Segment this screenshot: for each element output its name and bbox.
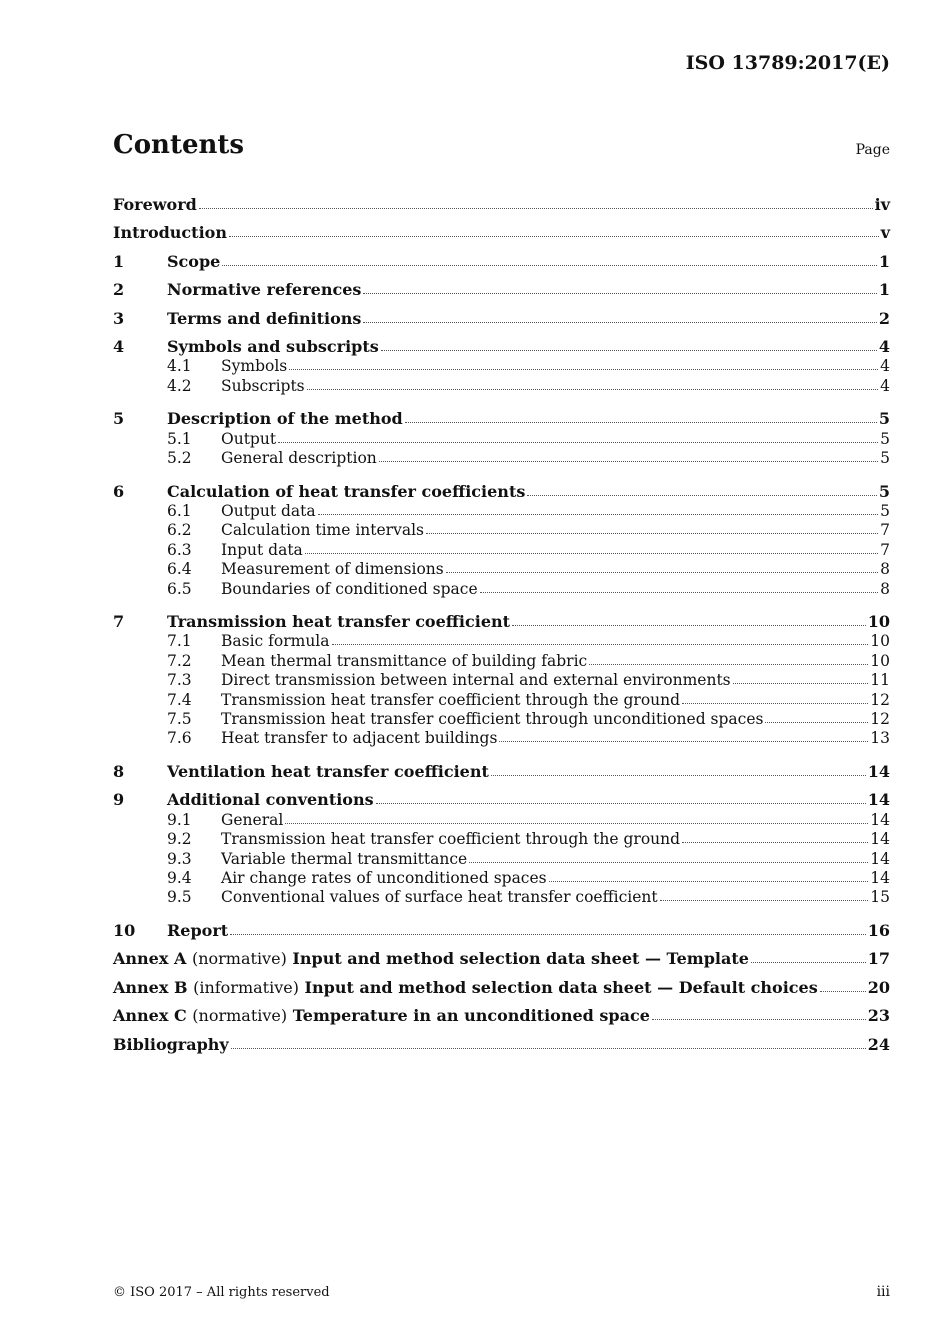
annex-title: Input and method selection data sheet — Template	[292, 949, 749, 969]
toc-entry[interactable]	[113, 968, 890, 997]
dot-leader	[332, 644, 869, 645]
toc-entry-title: Calculation of heat transfer coefficients	[167, 481, 526, 501]
toc-entry-title: Air change rates of unconditioned spaces	[221, 868, 547, 887]
toc-entry-title: Mean thermal transmittance of building fabric	[221, 651, 588, 670]
toc-page-number: 2	[878, 308, 890, 328]
toc-entry-number: 7.6	[167, 729, 192, 748]
dot-leader	[446, 572, 878, 573]
dot-leader	[318, 514, 879, 515]
dot-leader	[820, 991, 866, 992]
toc-page-number: 10	[870, 651, 890, 670]
toc-entry-title: Measurement of dimensions	[221, 560, 444, 579]
dot-leader	[376, 803, 866, 804]
toc-page-number: 11	[870, 671, 890, 690]
dot-leader	[363, 322, 876, 323]
toc-page-number: 14	[870, 810, 890, 829]
toc-subentry[interactable]	[113, 375, 890, 394]
toc-page-number: 16	[867, 920, 890, 940]
toc-page-number: 5	[880, 429, 890, 448]
toc-page-number: 14	[870, 868, 890, 887]
toc-entry-title: Basic formula	[221, 632, 330, 651]
toc-page-number: 8	[880, 579, 890, 598]
toc-annex-title	[113, 1006, 650, 1025]
toc-page-number: 4	[878, 337, 890, 356]
toc-entry-title: Input data	[221, 540, 303, 559]
toc-entry-number: 6.1	[167, 501, 192, 520]
toc-page-number: 12	[870, 709, 890, 728]
toc-subentry[interactable]	[113, 670, 890, 689]
toc-entry[interactable]	[113, 185, 890, 214]
toc-entry-title: Normative references	[167, 280, 362, 299]
toc-entry-title: Symbols	[221, 357, 288, 376]
toc-entry-number: 6.3	[167, 540, 192, 559]
annex-label: Annex A	[113, 949, 187, 969]
dot-leader	[222, 265, 877, 266]
toc-entry-title: Output data	[221, 501, 316, 520]
toc-subentry[interactable]	[113, 631, 890, 650]
dot-leader	[199, 208, 873, 209]
toc-entry[interactable]	[113, 940, 890, 969]
dot-leader	[305, 553, 878, 554]
toc-entry-number: 4.1	[167, 357, 192, 376]
toc-subentry[interactable]	[113, 501, 890, 520]
toc-entry-title: Ventilation heat transfer coefficient	[167, 761, 489, 781]
dot-leader	[527, 495, 877, 496]
table-of-contents	[113, 185, 890, 1054]
toc-subentry[interactable]	[113, 887, 890, 906]
toc-entry-title: Foreword	[113, 194, 197, 214]
dot-leader	[660, 900, 869, 901]
toc-entry-number: 9.5	[167, 888, 192, 907]
toc-page-number: 17	[867, 949, 890, 969]
toc-page-number: 10	[867, 612, 890, 632]
toc-entry-number: 6.2	[167, 521, 192, 540]
toc-subentry[interactable]	[113, 650, 890, 669]
toc-entry[interactable]	[113, 997, 890, 1026]
toc-page-number: 23	[867, 1006, 890, 1026]
dot-leader	[682, 842, 868, 843]
dot-leader	[733, 683, 869, 684]
toc-entry[interactable]	[113, 299, 890, 328]
toc-subentry[interactable]	[113, 356, 890, 375]
toc-entry-title: Description of the method	[167, 409, 403, 429]
toc-entry[interactable]	[113, 781, 890, 810]
toc-entry-number: 9.1	[167, 810, 192, 829]
toc-subentry[interactable]	[113, 448, 890, 467]
toc-entry-number: 5.2	[167, 449, 192, 468]
toc-entry-title: Subscripts	[221, 376, 305, 395]
toc-entry-title: General description	[221, 449, 377, 468]
dot-leader	[549, 881, 869, 882]
annex-label: Annex C	[113, 1006, 187, 1026]
toc-entry-title: Symbols and subscripts	[167, 337, 379, 356]
toc-entry-number: 5	[113, 409, 125, 429]
annex-label: Annex B	[113, 977, 188, 997]
dot-leader	[405, 422, 877, 423]
toc-entry-title: Boundaries of conditioned space	[221, 579, 478, 598]
toc-subentry[interactable]	[113, 578, 890, 597]
toc-subentry[interactable]	[113, 848, 890, 867]
toc-page-number: v	[880, 223, 890, 242]
document-id: ISO 13789:2017(E)	[685, 52, 890, 74]
annex-title: Temperature in an unconditioned space	[292, 1006, 650, 1026]
page-number: iii	[876, 1284, 890, 1300]
toc-entry-title: Additional conventions	[167, 790, 374, 810]
toc-subentry[interactable]	[113, 868, 890, 887]
dot-leader	[491, 775, 866, 776]
dot-leader	[230, 934, 866, 935]
toc-entry-number: 5.1	[167, 429, 192, 448]
toc-entry-title: Conventional values of surface heat transfer coefficient	[221, 888, 658, 907]
toc-entry-number: 6.4	[167, 560, 192, 579]
page-column-label: Page	[855, 142, 890, 158]
toc-page-number: 10	[870, 632, 890, 651]
toc-entry-title: Heat transfer to adjacent buildings	[221, 729, 498, 748]
toc-entry-number: 9.4	[167, 868, 192, 887]
toc-entry-title: Direct transmission between internal and external environments	[221, 671, 731, 690]
toc-entry-number: 7.2	[167, 651, 192, 670]
annex-type: (informative)	[193, 977, 299, 997]
toc-entry-number: 9.3	[167, 849, 192, 868]
dot-leader	[289, 369, 878, 370]
toc-entry-title: Scope	[167, 251, 221, 271]
contents-heading: Contents	[113, 130, 245, 160]
toc-subentry[interactable]	[113, 520, 890, 539]
toc-entry[interactable]	[113, 328, 890, 357]
dot-leader	[285, 823, 868, 824]
toc-page-number: 5	[878, 409, 890, 429]
toc-entry-title: Transmission heat transfer coefficient through the ground	[221, 830, 681, 849]
toc-page-number: 4	[880, 357, 890, 376]
toc-entry-title: Output	[221, 429, 277, 448]
toc-page-number: 14	[867, 790, 890, 810]
toc-page-number: 5	[880, 501, 890, 520]
toc-entry-title: Transmission heat transfer coefficient	[167, 612, 511, 632]
dot-leader	[512, 625, 866, 626]
annex-type: (normative)	[191, 949, 287, 969]
toc-entry-number: 7.5	[167, 709, 192, 728]
dot-leader	[231, 1048, 866, 1049]
toc-entry-number: 6.5	[167, 579, 192, 598]
toc-page-number: 12	[870, 690, 890, 709]
toc-entry-number: 7.1	[167, 632, 192, 651]
toc-page-number: iv	[874, 194, 890, 214]
toc-annex-title	[113, 949, 749, 968]
dot-leader	[229, 236, 879, 237]
toc-annex-title	[113, 978, 818, 997]
toc-entry[interactable]	[113, 214, 890, 243]
toc-entry-number: 6	[113, 481, 125, 501]
toc-page-number: 8	[880, 560, 890, 579]
toc-subentry[interactable]	[113, 809, 890, 828]
dot-leader	[381, 350, 877, 351]
toc-entry-number: 2	[113, 280, 125, 299]
toc-page-number: 14	[870, 830, 890, 849]
toc-entry-title: Variable thermal transmittance	[221, 849, 468, 868]
toc-entry-number: 3	[113, 308, 125, 328]
toc-entry-title: Report	[167, 920, 229, 940]
toc-entry[interactable]	[113, 271, 890, 300]
toc-page-number: 24	[867, 1034, 890, 1054]
toc-entry[interactable]	[113, 752, 890, 781]
toc-entry[interactable]	[113, 911, 890, 940]
toc-entry-number: 9.2	[167, 830, 192, 849]
toc-entry[interactable]	[113, 1025, 890, 1054]
toc-subentry[interactable]	[113, 829, 890, 848]
dot-leader	[307, 389, 878, 390]
toc-entry-number: 7.3	[167, 671, 192, 690]
toc-page-number: 7	[880, 540, 890, 559]
toc-entry-title: General	[221, 810, 284, 829]
toc-page-number: 5	[880, 449, 890, 468]
toc-entry-number: 7	[113, 612, 125, 632]
toc-entry-title: Transmission heat transfer coefficient through the ground	[221, 690, 681, 709]
toc-entry[interactable]	[113, 400, 890, 429]
toc-subentry[interactable]	[113, 689, 890, 708]
dot-leader	[480, 592, 878, 593]
toc-entry-title: Introduction	[113, 223, 227, 242]
toc-entry[interactable]	[113, 603, 890, 632]
dot-leader	[363, 293, 876, 294]
toc-entry-title: Calculation time intervals	[221, 521, 424, 540]
toc-page-number: 20	[867, 977, 890, 997]
toc-subentry[interactable]	[113, 539, 890, 558]
toc-entry-number: 9	[113, 790, 125, 810]
toc-entry-title: Terms and definitions	[167, 308, 362, 328]
toc-entry-number: 1	[113, 251, 125, 271]
toc-entry-number: 10	[113, 920, 136, 940]
annex-type: (normative)	[192, 1006, 288, 1026]
toc-entry-number: 4.2	[167, 376, 192, 395]
dot-leader	[589, 664, 868, 665]
toc-subentry[interactable]	[113, 559, 890, 578]
toc-page-number: 1	[878, 251, 890, 271]
toc-entry-number: 4	[113, 337, 125, 356]
toc-page-number: 13	[870, 729, 890, 748]
annex-title: Input and method selection data sheet — Default choices	[304, 977, 818, 997]
toc-page-number: 14	[867, 761, 890, 781]
toc-entry-title: Transmission heat transfer coefficient through unconditioned spaces	[221, 709, 764, 728]
toc-subentry[interactable]	[113, 728, 890, 747]
dot-leader	[751, 962, 866, 963]
dot-leader	[652, 1019, 866, 1020]
toc-entry[interactable]	[113, 472, 890, 501]
dot-leader	[278, 442, 878, 443]
toc-page-number: 14	[870, 849, 890, 868]
dot-leader	[499, 741, 868, 742]
toc-entry-number: 8	[113, 761, 125, 781]
toc-page-number: 1	[878, 280, 890, 299]
toc-entry[interactable]	[113, 242, 890, 271]
toc-subentry[interactable]	[113, 709, 890, 728]
dot-leader	[379, 461, 878, 462]
dot-leader	[765, 722, 868, 723]
toc-subentry[interactable]	[113, 428, 890, 447]
dot-leader	[682, 703, 868, 704]
copyright-notice: © ISO 2017 – All rights reserved	[113, 1285, 330, 1300]
toc-page-number: 4	[880, 376, 890, 395]
toc-page-number: 7	[880, 521, 890, 540]
toc-entry-number: 7.4	[167, 690, 192, 709]
toc-entry-title: Bibliography	[113, 1034, 229, 1054]
toc-page-number: 15	[870, 888, 890, 907]
dot-leader	[426, 533, 878, 534]
dot-leader	[469, 862, 868, 863]
toc-page-number: 5	[878, 481, 890, 501]
